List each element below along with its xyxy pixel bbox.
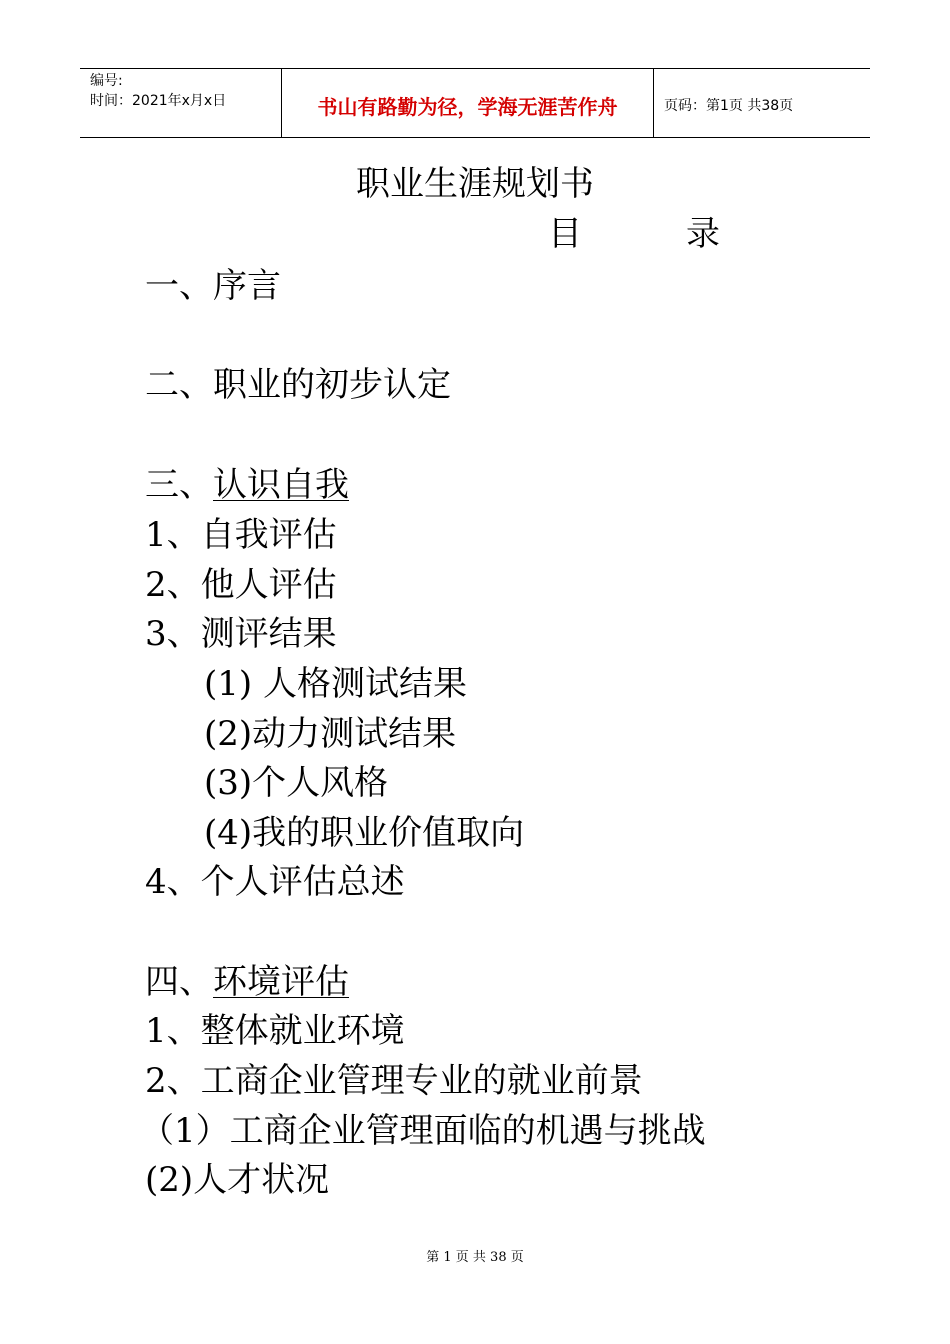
header-motto: 书山有路勤为径，学海无涯苦作舟 — [282, 69, 654, 137]
toc-item-3-1: 1、自我评估 — [145, 515, 337, 555]
toc-item-3-3: 3、测评结果 — [145, 614, 337, 654]
toc-section-4-link[interactable]: 环境评估 — [213, 962, 349, 1002]
document-number-label: 编号: — [90, 73, 123, 89]
page-header — [80, 68, 870, 138]
toc-section-3-prefix: 三、 — [145, 465, 213, 505]
toc-section-1: 一、序言 — [145, 266, 281, 306]
toc-heading — [548, 212, 720, 256]
toc-item-3-4: 4、个人评估总述 — [145, 862, 405, 902]
toc-heading-char-1: 目 — [548, 214, 582, 254]
toc-subitem-3-3-1: (1) 人格测试结果 — [204, 664, 467, 704]
page-footer: 第 1 页 共 38 页 — [426, 1250, 524, 1265]
toc-heading-char-2: 录 — [686, 214, 720, 254]
document-time-label: 时间：2021年x月x日 — [90, 93, 227, 109]
toc-subitem-3-3-4: (4)我的职业价值取向 — [204, 813, 525, 853]
header-meta — [80, 69, 282, 137]
toc-section-4-prefix: 四、 — [145, 962, 213, 1002]
toc-section-3 — [145, 463, 349, 507]
toc-subitem-3-3-3: (3)个人风格 — [204, 763, 389, 803]
toc-subitem-4-2-1: （1）工商企业管理面临的机遇与挑战 — [140, 1111, 706, 1151]
document-title: 职业生涯规划书 — [356, 164, 594, 204]
toc-section-2: 二、职业的初步认定 — [145, 365, 451, 405]
toc-subitem-3-3-2: (2)动力测试结果 — [204, 714, 457, 754]
toc-section-3-link[interactable]: 认识自我 — [213, 465, 349, 505]
header-page-info: 页码：第1页 共38页 — [664, 98, 794, 114]
toc-subitem-4-2-2: (2)人才状况 — [145, 1160, 330, 1200]
toc-section-4 — [145, 960, 349, 1004]
toc-item-4-2: 2、工商企业管理专业的就业前景 — [145, 1061, 643, 1101]
toc-item-3-2: 2、他人评估 — [145, 565, 337, 605]
toc-item-4-1: 1、整体就业环境 — [145, 1011, 405, 1051]
